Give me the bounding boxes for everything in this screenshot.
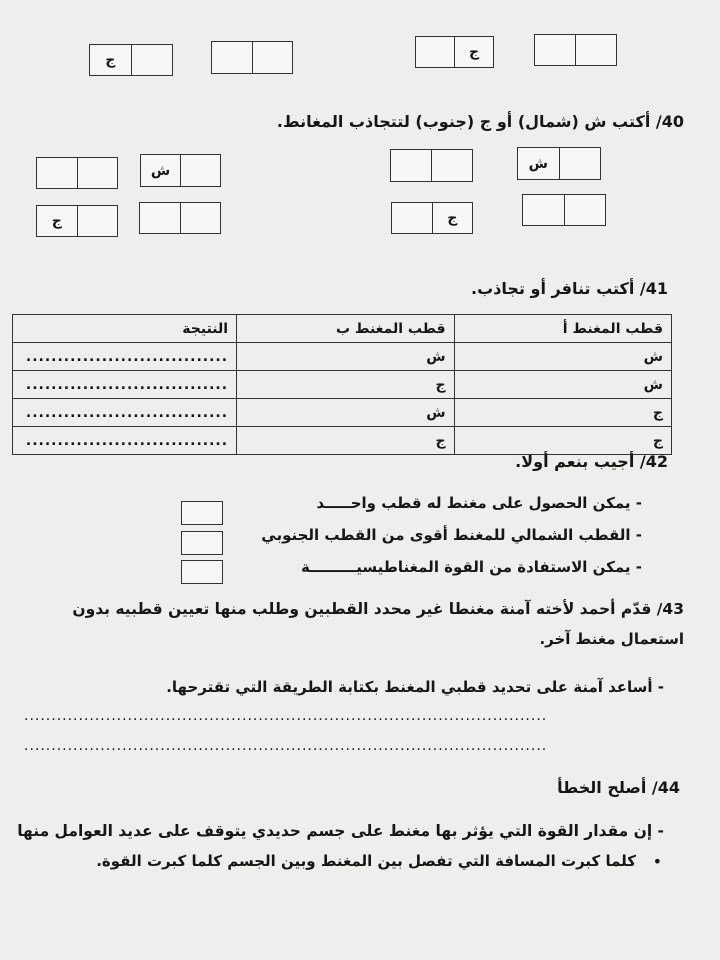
magnet-pole-cell[interactable]	[131, 45, 173, 75]
magnet-pole-cell[interactable]	[252, 42, 293, 73]
header-magnet-a: قطب المغنط أ	[454, 315, 671, 343]
question-42-title: 42/ أجيب بنعم أولا.	[515, 452, 668, 471]
magnet-pair	[415, 36, 494, 68]
question-44-title: 44/ أصلح الخطأ	[557, 778, 680, 797]
question-43-line-2: استعمال مغنط آخر.	[539, 630, 684, 648]
magnet-pair	[89, 44, 173, 76]
magnet-pair	[139, 202, 221, 234]
magnet-pole-cell[interactable]	[535, 35, 575, 65]
magnet-pair	[391, 202, 473, 234]
magnet-pair	[36, 205, 118, 237]
magnet-pole-cell[interactable]: ج	[51, 213, 62, 229]
answer-box[interactable]	[181, 531, 223, 555]
pole-b-cell: ج	[237, 427, 454, 455]
pole-a-cell: ش	[454, 343, 671, 371]
question-43-line-1: 43/ قدّم أحمد لأخته آمنة مغنطا غير محدد القطبين وطلب منها تعيين قطبيه بدون	[72, 600, 684, 618]
table-row	[13, 343, 672, 371]
poles-table	[12, 314, 672, 455]
magnet-pole-cell[interactable]	[431, 150, 472, 181]
answer-box[interactable]	[181, 560, 223, 584]
result-answer-field[interactable]: ................................	[13, 427, 237, 455]
magnet-pole-cell[interactable]: ج	[454, 37, 493, 67]
pole-a-cell: ش	[454, 371, 671, 399]
pole-a-cell: ج	[454, 399, 671, 427]
result-answer-field[interactable]: ................................	[13, 343, 237, 371]
result-answer-field[interactable]: ................................	[13, 371, 237, 399]
magnet-pair	[211, 41, 293, 74]
header-result: النتيجة	[13, 315, 237, 343]
table-row	[13, 399, 672, 427]
pole-a-cell: ج	[454, 427, 671, 455]
q42-statement: - يمكن الاستفادة من القوة المغناطيسيـــــــــة	[301, 558, 642, 576]
magnet-pole-cell[interactable]	[416, 37, 454, 67]
magnet-pole-cell[interactable]	[559, 148, 601, 179]
magnet-pole-cell[interactable]: ش	[150, 162, 171, 179]
magnet-pole-cell[interactable]	[37, 158, 77, 188]
magnet-pole-cell[interactable]	[140, 203, 180, 233]
magnet-pair	[522, 194, 606, 226]
table-row	[13, 371, 672, 399]
magnet-pole-cell[interactable]	[180, 155, 220, 186]
magnet-pole-cell[interactable]	[180, 203, 221, 233]
magnet-pair	[534, 34, 617, 66]
pole-b-cell: ش	[237, 399, 454, 427]
magnet-pole-cell[interactable]	[212, 42, 252, 73]
table-row	[13, 427, 672, 455]
result-answer-field[interactable]: ................................	[13, 399, 237, 427]
pole-b-cell: ش	[237, 343, 454, 371]
magnet-pole-cell[interactable]	[564, 195, 606, 225]
magnet-pair	[390, 149, 473, 182]
magnet-pair	[36, 157, 118, 189]
answer-box[interactable]	[181, 501, 223, 525]
magnet-pole-cell[interactable]	[77, 206, 118, 236]
answer-line[interactable]: ................................................................................................	[24, 708, 548, 724]
magnet-pole-cell[interactable]	[523, 195, 564, 225]
magnet-pair	[517, 147, 601, 180]
header-magnet-b: قطب المغنط ب	[237, 315, 454, 343]
magnet-pole-cell[interactable]	[77, 158, 118, 188]
q42-statement: - يمكن الحصول على مغنط له قطب واحـــــد	[316, 494, 642, 512]
question-43-task: - أساعد آمنة على تحديد قطبي المغنط بكتابة الطريقة التي تقترحها.	[166, 678, 664, 696]
question-40-title: 40/ أكتب ش (شمال) أو ج (جنوب) لتتجاذب المغانط.	[276, 112, 684, 131]
bullet-icon: •	[652, 852, 662, 871]
question-44-wrong-sentence: كلما كبرت المسافة التي تفصل بين المغنط وبين الجسم كلما كبرت القوة.	[96, 852, 636, 870]
table-header-row	[13, 315, 672, 343]
magnet-pole-cell[interactable]	[575, 35, 616, 65]
magnet-pole-cell[interactable]: ج	[432, 203, 473, 233]
question-44-statement: - إن مقدار القوة التي يؤثر بها مغنط على جسم حديدي يتوقف على عديد العوامل منها	[17, 822, 664, 840]
magnet-pair	[140, 154, 221, 187]
magnet-pole-cell[interactable]: ج	[105, 52, 116, 68]
magnet-pole-cell[interactable]	[391, 150, 431, 181]
magnet-pole-cell[interactable]: ش	[528, 155, 548, 172]
magnet-pole-cell[interactable]	[392, 203, 432, 233]
answer-line[interactable]: ................................................................................................	[24, 738, 548, 754]
q42-statement: - القطب الشمالي للمغنط أقوى من القطب الجنوبي	[261, 526, 642, 544]
pole-b-cell: ج	[237, 371, 454, 399]
question-41-title: 41/ أكتب تنافر أو تجاذب.	[471, 279, 668, 298]
